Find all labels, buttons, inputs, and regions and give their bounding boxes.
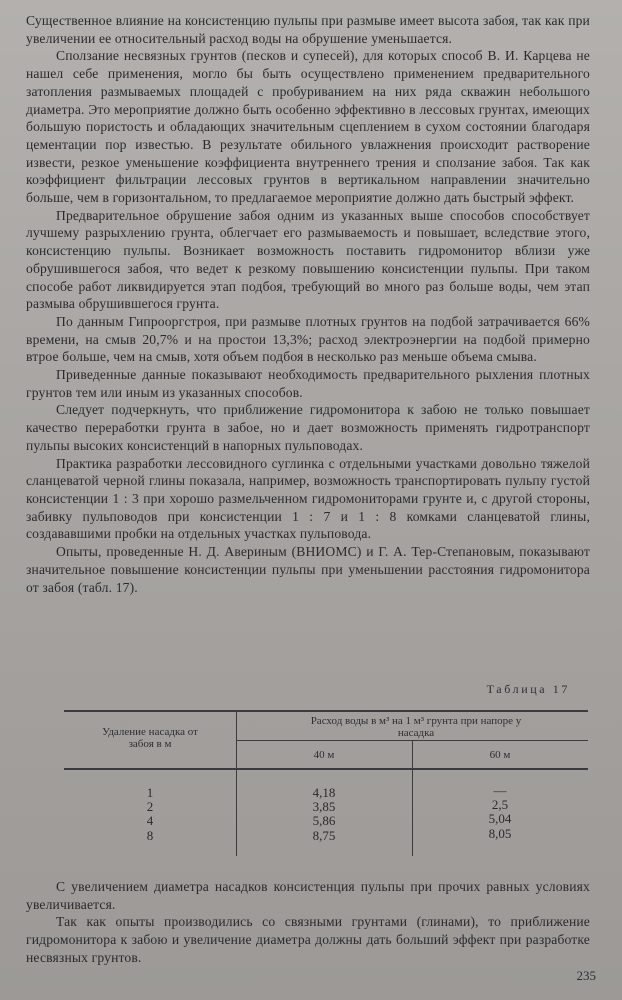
column-header-water-flow: Расход воды в м³ на 1 м³ грунта при напоре у насадка bbox=[310, 715, 522, 739]
paragraph: Так как опыты производились со связными грунтами (глинами), то приближение гидромонитора к забою и увеличение диаметра должны дать больший эффект при разработке несвязных грунтов. bbox=[26, 914, 590, 965]
paragraph: Сползание несвязных грунтов (песков и супесей), для которых способ В. И. Карцева не нашел себе применения, могло бы быть осуществлено применением предварительного затопления размываемых площадей с пробуриванием на них ряда скважин небольшого диаметра. Это мероприятие должно быть особенно эффективно в лессовых грунтах, имеющих большую пористость и обладающих значительным сцеплением в сухом состоянии благодаря цементации пор известью. В результате обильного увлажнения происходит растворение извести, резкое уменьшение коэффициента внутреннего трения и сползание забоя. Так как коэффициент фильтрации лессовых грунтов в вертикальном направлении значительно больше, чем в горизонтальном, то предлагаемое мероприятие должно дать быстрый эффект. bbox=[26, 48, 590, 206]
table-column-divider bbox=[236, 711, 237, 856]
body-text-top bbox=[26, 12, 590, 596]
table-cell: 3,85 bbox=[312, 799, 336, 815]
table-cell: 5,86 bbox=[312, 813, 336, 829]
table-cell: 2,5 bbox=[491, 797, 509, 813]
table-cell: 4 bbox=[146, 813, 154, 829]
table-label: Таблица 17 bbox=[486, 682, 570, 696]
paragraph: Существенное влияние на консистенцию пульпы при размыве имеет высота забоя, так как при увеличении ее относительный расход воды на обрушение уменьшается. bbox=[26, 13, 590, 46]
data-table bbox=[64, 704, 588, 856]
column-header-40m: 40 м bbox=[313, 749, 335, 761]
table-top-rule bbox=[64, 710, 588, 712]
column-40m-values bbox=[274, 786, 374, 843]
paragraph: Опыты, проведенные Н. Д. Авериным (ВНИОМС) и Г. А. Тер-Степановым, показывают значительное повышение консистенции пульпы при уменьшении расстояния гидромонитора от забоя (табл. 17). bbox=[26, 544, 590, 595]
column-60m-values bbox=[450, 784, 550, 841]
table-cell: 8,75 bbox=[312, 827, 336, 843]
table-cell: 2 bbox=[146, 799, 154, 815]
paragraph: По данным Гипрооргстроя, при размыве плотных грунтов на подбой затрачивается 66% времени, на смыв 20,7% и на простои 13,3%; расход электроэнергии на подбой примерно втрое больше, чем на смыв, хотя объем подбоя в несколько раз меньше объема смыва. bbox=[26, 313, 590, 365]
paragraph: Приведенные данные показывают необходимость предварительного рыхления плотных грунтов тем или иным из указанных способов. bbox=[26, 367, 590, 400]
column-header-60m: 60 м bbox=[489, 749, 511, 761]
paragraph: С увеличением диаметра насадков консистенция пульпы при прочих равных условиях увеличивается. bbox=[26, 879, 590, 912]
table-cell: 8,05 bbox=[488, 825, 512, 841]
table-header-rule bbox=[64, 768, 588, 770]
table-cell: 1 bbox=[146, 785, 154, 800]
paragraph: Практика разработки лессовидного суглинка с отдельными участками довольно тяжелой сланцеватой черной глины показала, например, возможность транспортировать пульпу густой консистенции 1 : 3 при хорошо размельченном гидромониторами грунте и, с другой стороны, забивку пульповодов при консистенции 1 : 7 и 1 : 8 комками сланцеватой глины, создававшими пробки на отдельных участках пульповода. bbox=[26, 455, 590, 542]
column-header-distance: Удаление насадка от забоя в м bbox=[102, 726, 198, 750]
page-number: 235 bbox=[576, 968, 596, 983]
column-distance bbox=[104, 786, 196, 843]
table-cell: — bbox=[493, 783, 507, 798]
paragraph: Следует подчеркнуть, что приближение гидромонитора к забою не только повышает качество переработки грунта в забое, но и дает возможность применять гидротранспорт пульпы высоких консистенций в напорных пульповодах. bbox=[26, 402, 590, 453]
paragraph: Предварительное обрушение забоя одним из указанных выше способов способствует лучшему разрыхлению грунта, облегчает его размываемость и повышает, вследствие этого, консистенцию пульпы. Возникает возможность поставить гидромонитор вблизи уже обрушившегося забоя, что ведет к резкому повышению консистенции пульпы. При таком способе работ ликвидируется этап подбоя, требующий во много раз больше воды, чем этап размыва обрушившегося грунта. bbox=[26, 207, 590, 312]
table-cell: 5,04 bbox=[488, 811, 512, 827]
body-text-bottom bbox=[26, 878, 590, 967]
table-cell: 8 bbox=[146, 827, 154, 843]
table-cell: 4,18 bbox=[312, 785, 336, 800]
